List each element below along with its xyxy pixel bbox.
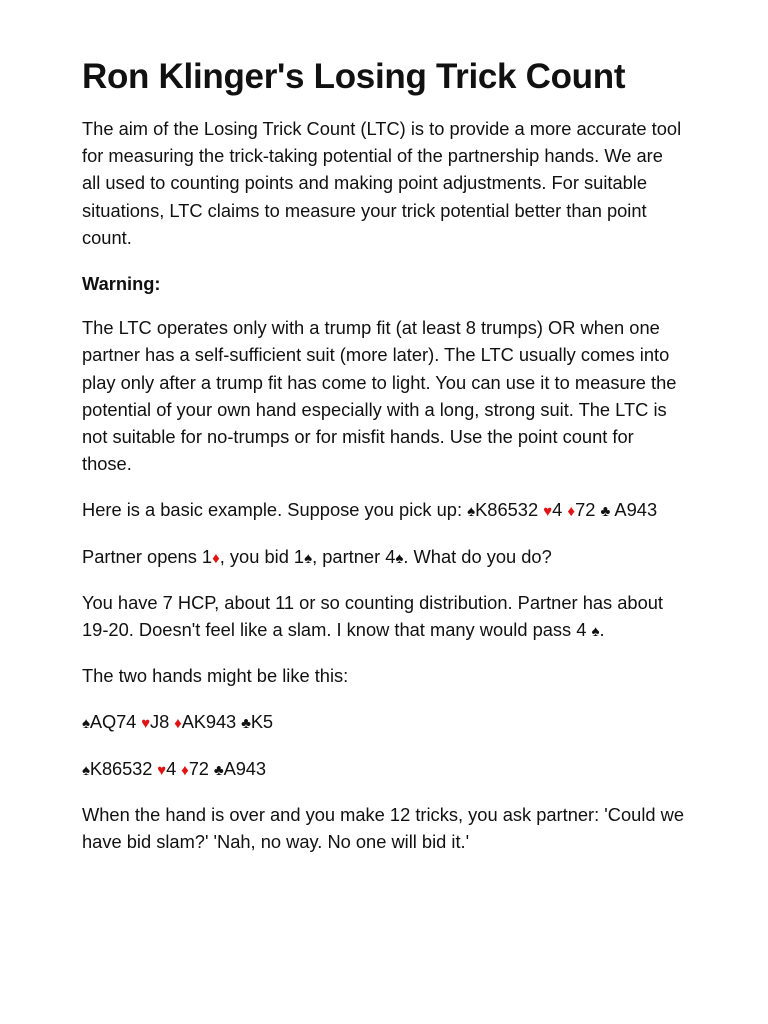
heart-icon: ♥: [157, 761, 167, 779]
spade-icon: ♠: [82, 761, 90, 779]
analysis-text: You have 7 HCP, about 11 or so counting distribution. Partner has about 19-20. Doesn't feel like a slam. I know that many would pass 4: [82, 591, 663, 641]
spade-icon: ♠: [82, 715, 90, 733]
closing-paragraph: When the hand is over and you make 12 tricks, you ask partner: 'Could we have bid slam?' 'Nah, no way. No one will bid it.': [82, 803, 685, 853]
diamond-icon: ♦: [212, 549, 220, 567]
club-icon: ♣: [600, 503, 611, 521]
spade-icon: ♠: [395, 549, 404, 567]
example-spades: K86532: [475, 499, 539, 521]
heart-icon: ♥: [543, 503, 553, 521]
example-hearts: 4: [552, 499, 563, 521]
spade-icon: ♠: [467, 503, 476, 521]
spade-icon: ♠: [591, 623, 600, 641]
intro-paragraph: The aim of the Losing Trick Count (LTC) is to provide a more accurate tool for measuring the trick-taking potential of the partnership hands. We are all used to counting points and making point adjustments. For suitable situations, LTC claims to measure your trick potential better than point count.: [82, 118, 682, 248]
analysis-paragraph: [82, 589, 686, 643]
hand-1: [82, 708, 686, 735]
hand-2-diamonds: 72: [188, 757, 209, 779]
diamond-icon: ♦: [174, 715, 182, 733]
warning-paragraph: The LTC operates only with a trump fit (at least 8 trumps) OR when one partner has a self-sufficient suit (more later). The LTC usually comes into play only after a trump fit has come to light. You can use it to measure the potential of your own hand especially with a long, strong suit. The LTC is not suitable for no-trumps or for misfit hands. Use the point count for those.: [82, 317, 677, 475]
bidding-text-1: Partner opens 1: [82, 545, 213, 567]
club-icon: ♣: [241, 715, 251, 733]
bidding-paragraph: [82, 543, 686, 570]
example-paragraph: [82, 496, 686, 523]
spade-icon: ♠: [304, 549, 313, 567]
diamond-icon: ♦: [567, 503, 576, 521]
hand-2: [82, 755, 686, 782]
hand-2-clubs: A943: [223, 757, 266, 779]
hand-1-hearts: J8: [150, 711, 170, 733]
heart-icon: ♥: [141, 715, 151, 733]
hand-1-spades: AQ74: [89, 711, 137, 733]
bidding-text-3: , partner 4: [312, 545, 396, 567]
warning-label: Warning:: [82, 273, 161, 295]
bidding-text-2: , you bid 1: [219, 545, 305, 567]
example-lead-text: Here is a basic example. Suppose you pick up:: [82, 499, 468, 521]
example-diamonds: 72: [575, 499, 596, 521]
page-title: Ron Klinger's Losing Trick Count: [82, 57, 626, 96]
club-icon: ♣: [213, 761, 224, 779]
hand-1-diamonds: AK943: [181, 711, 237, 733]
analysis-end: .: [599, 619, 605, 641]
example-clubs: A943: [614, 499, 658, 521]
two-hands-intro: The two hands might be like this:: [82, 665, 349, 687]
bidding-text-4: . What do you do?: [403, 545, 552, 567]
hand-2-spades: K86532: [89, 757, 153, 779]
hand-1-clubs: K5: [250, 711, 273, 733]
hand-2-hearts: 4: [166, 757, 177, 779]
diamond-icon: ♦: [181, 761, 189, 779]
